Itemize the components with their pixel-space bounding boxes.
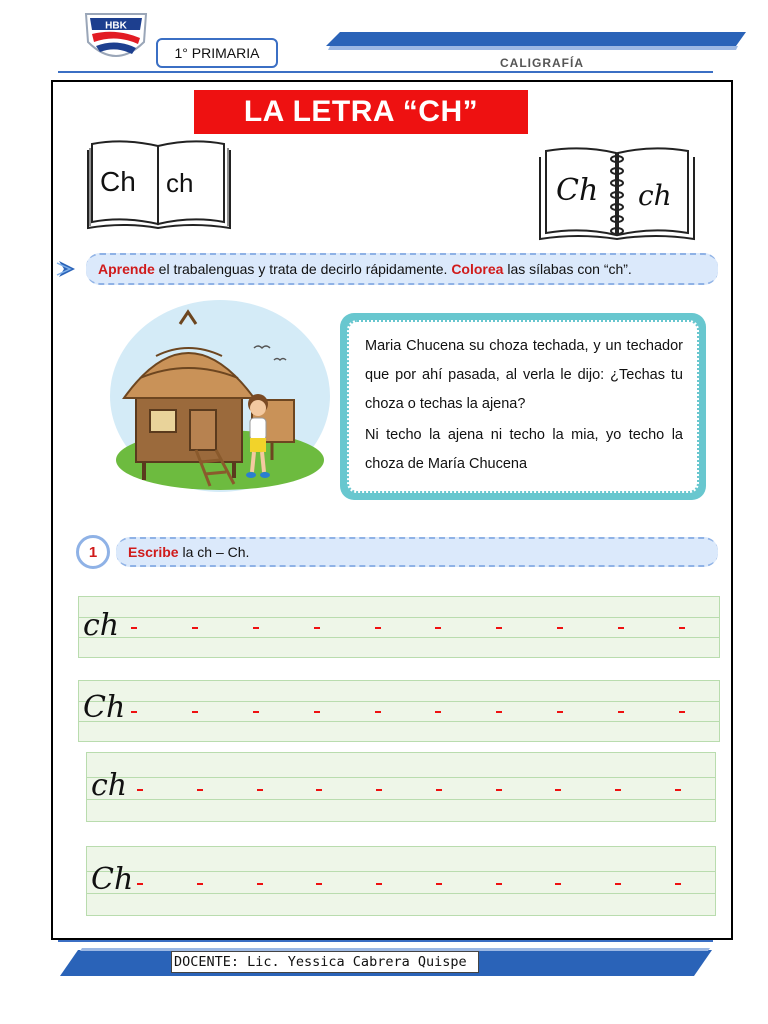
guide-dash [615,789,621,791]
guide-dash [496,627,502,629]
guide-dash [131,711,137,713]
guide-dash [618,627,624,629]
hut-girl-illustration [104,300,332,498]
guide-dash [555,789,561,791]
guide-dash [679,627,685,629]
school-logo [82,8,150,68]
guide-dash [435,627,441,629]
guide-dash [137,789,143,791]
guide-dash [314,627,320,629]
guide-dash [137,883,143,885]
guide-dash [375,627,381,629]
guide-dash [557,711,563,713]
instruction-verb-learn: Aprende [98,261,155,277]
exercise-verb-write: Escribe [128,544,179,560]
guide-dash [192,627,198,629]
cursive-letter-book [538,143,696,243]
model-letter: ch [91,768,128,803]
guide-dash [253,627,259,629]
tongue-twister-paragraph: Maria Chucena su choza techada, y un techador que por ahí pasada, al verla le dijo: ¿Techas tu choza o techas la ajena? [365,338,683,412]
guide-dash [496,789,502,791]
guide-dash [376,789,382,791]
guide-dash [253,711,259,713]
handwriting-practice-row[interactable] [86,846,716,916]
instruction-verb-color: Colorea [451,261,504,277]
guide-dash [257,883,263,885]
exercise-ribbon [116,537,718,567]
cursive-uppercase: Ch [556,173,599,208]
handwriting-practice-row[interactable] [78,680,720,742]
instruction-text-1: el trabalenguas y trata de decirlo rápidamente. [154,261,452,277]
cursive-lowercase: ch [638,179,672,212]
instruction-ribbon [86,253,718,285]
guide-dash [679,711,685,713]
tongue-twister-paragraph: Ni techo la ajena ni techo la mia, yo techo la choza de María Chucena [365,427,683,472]
footer-divider [58,940,713,942]
guide-dash [316,789,322,791]
guide-dash [257,789,263,791]
model-letter: Ch [91,862,134,897]
header-stripe [326,30,746,52]
grade-label: 1° PRIMARIA [156,38,278,68]
guide-dash [557,627,563,629]
guide-dash [615,883,621,885]
header-divider [58,71,713,73]
handwriting-practice-row[interactable] [86,752,716,822]
guide-dash [376,883,382,885]
guide-dash [675,789,681,791]
guide-dash [435,711,441,713]
model-letter: Ch [83,690,126,725]
guide-dash [436,789,442,791]
guide-dash [436,883,442,885]
guide-dash [496,883,502,885]
handwriting-practice-row[interactable] [78,596,720,658]
subject-label: CALIGRAFÍA [500,56,584,70]
exercise-text: la ch – Ch. [178,544,250,560]
print-uppercase: Ch [100,166,136,197]
logo-text: HBK [105,20,127,32]
teacher-name-label: DOCENTE: Lic. Yessica Cabrera Quispe [171,951,479,973]
print-lowercase: ch [166,168,194,198]
guide-dash [316,883,322,885]
model-letter: ch [83,608,120,643]
arrow-right-icon [56,258,78,280]
guide-dash [375,711,381,713]
exercise-number-badge: 1 [76,535,110,569]
instruction-text-2: las sílabas con “ch”. [503,261,632,277]
guide-dash [131,627,137,629]
guide-dash [555,883,561,885]
print-letter-book [86,138,232,230]
guide-dash [314,711,320,713]
page-title: LA LETRA “CH” [194,90,528,134]
guide-dash [197,789,203,791]
guide-dash [618,711,624,713]
guide-dash [496,711,502,713]
tongue-twister-box [340,313,706,500]
tongue-twister-content [347,320,699,493]
guide-dash [197,883,203,885]
guide-dash [675,883,681,885]
guide-dash [192,711,198,713]
